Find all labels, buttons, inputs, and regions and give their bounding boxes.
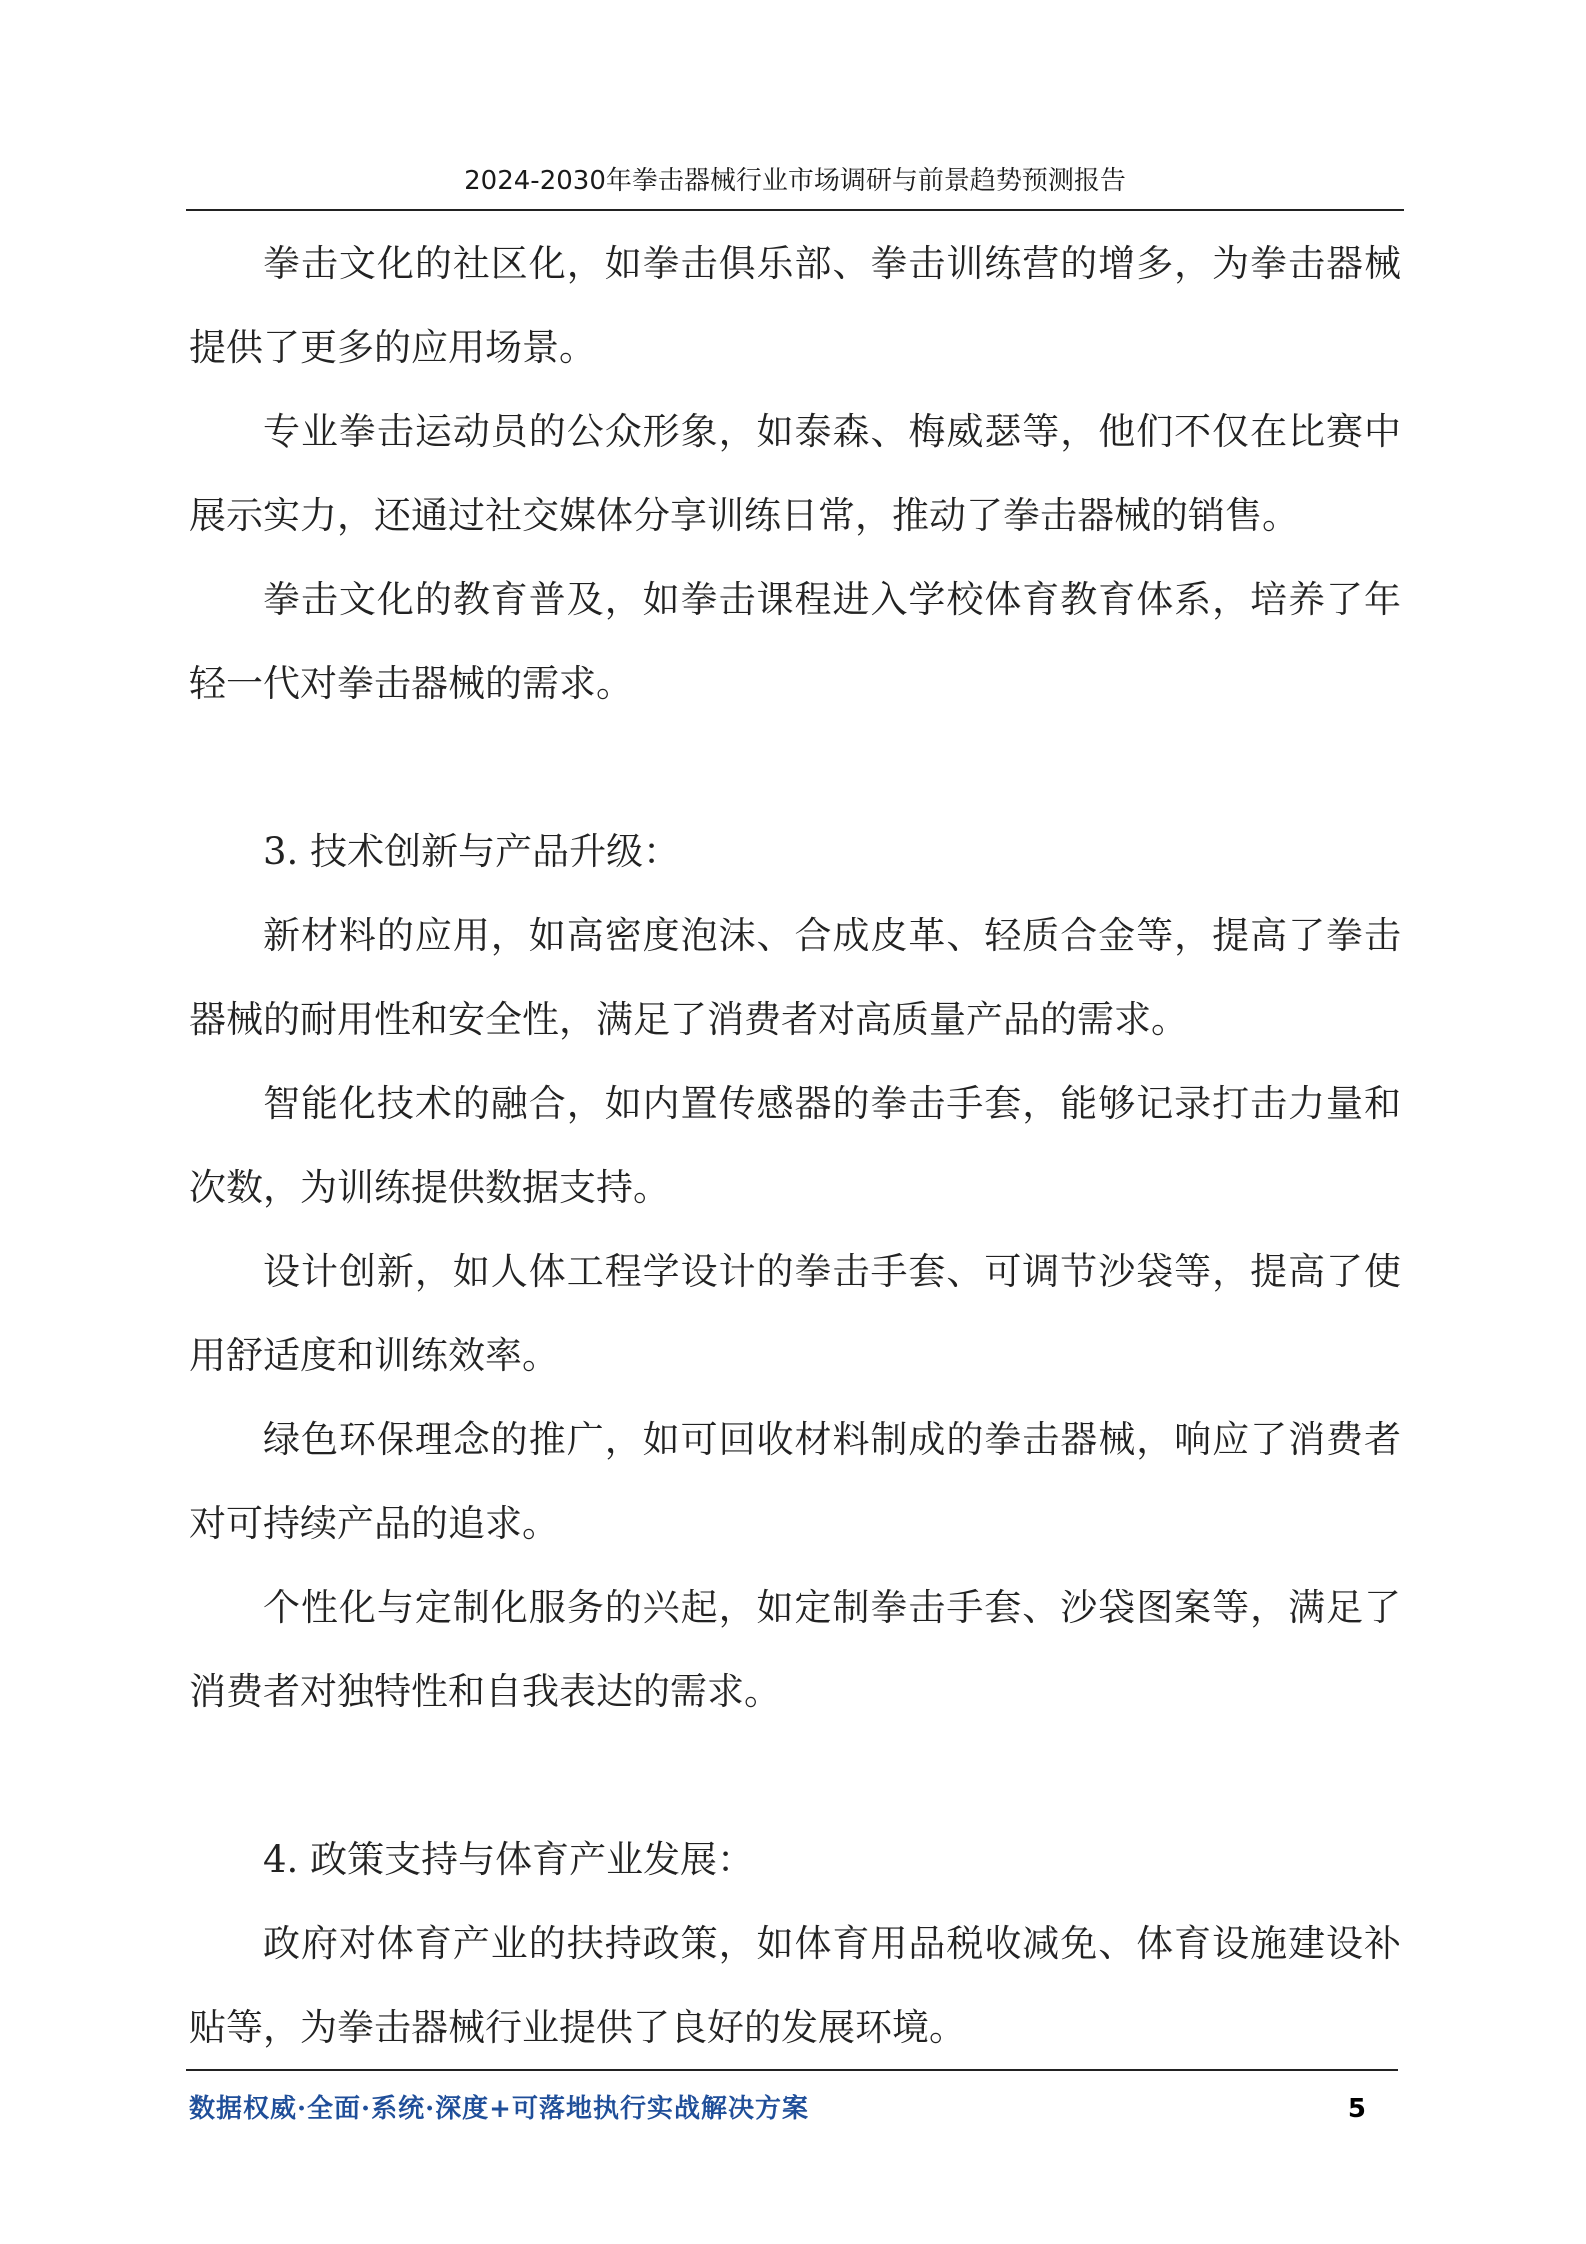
- document-body: [189, 222, 1401, 2070]
- paragraph: 专业拳击运动员的公众形象，如泰森、梅威瑟等，他们不仅在比赛中展示实力，还通过社交媒体分享训练日常，推动了拳击器械的销售。: [189, 410, 1401, 537]
- page-header-title: 2024-2030年拳击器械行业市场调研与前景趋势预测报告: [464, 166, 1126, 196]
- section-heading-3: 3. 技术创新与产品升级：: [263, 830, 681, 873]
- section-spacer: [189, 1734, 1401, 1818]
- paragraph: 个性化与定制化服务的兴起，如定制拳击手套、沙袋图案等，满足了消费者对独特性和自我表达的需求。: [189, 1586, 1401, 1713]
- page-number: 5: [1347, 2094, 1366, 2124]
- paragraph: 拳击文化的教育普及，如拳击课程进入学校体育教育体系，培养了年轻一代对拳击器械的需求。: [189, 578, 1401, 705]
- paragraph: 政府对体育产业的扶持政策，如体育用品税收减免、体育设施建设补贴等，为拳击器械行业提供了良好的发展环境。: [189, 1922, 1401, 2049]
- paragraph: 绿色环保理念的推广，如可回收材料制成的拳击器械，响应了消费者对可持续产品的追求。: [189, 1418, 1401, 1545]
- paragraph: 新材料的应用，如高密度泡沫、合成皮革、轻质合金等，提高了拳击器械的耐用性和安全性，满足了消费者对高质量产品的需求。: [189, 914, 1401, 1041]
- footer-slogan: 数据权威·全面·系统·深度+可落地执行实战解决方案: [189, 2094, 809, 2124]
- section-heading-4: 4. 政策支持与体育产业发展：: [263, 1838, 755, 1881]
- paragraph: 设计创新，如人体工程学设计的拳击手套、可调节沙袋等，提高了使用舒适度和训练效率。: [189, 1250, 1401, 1377]
- paragraph: 拳击文化的社区化，如拳击俱乐部、拳击训练营的增多，为拳击器械提供了更多的应用场景。: [189, 242, 1401, 369]
- header-divider: [186, 209, 1404, 211]
- footer-divider: [186, 2069, 1398, 2071]
- section-spacer: [189, 726, 1401, 810]
- paragraph: 智能化技术的融合，如内置传感器的拳击手套，能够记录打击力量和次数，为训练提供数据支持。: [189, 1082, 1401, 1209]
